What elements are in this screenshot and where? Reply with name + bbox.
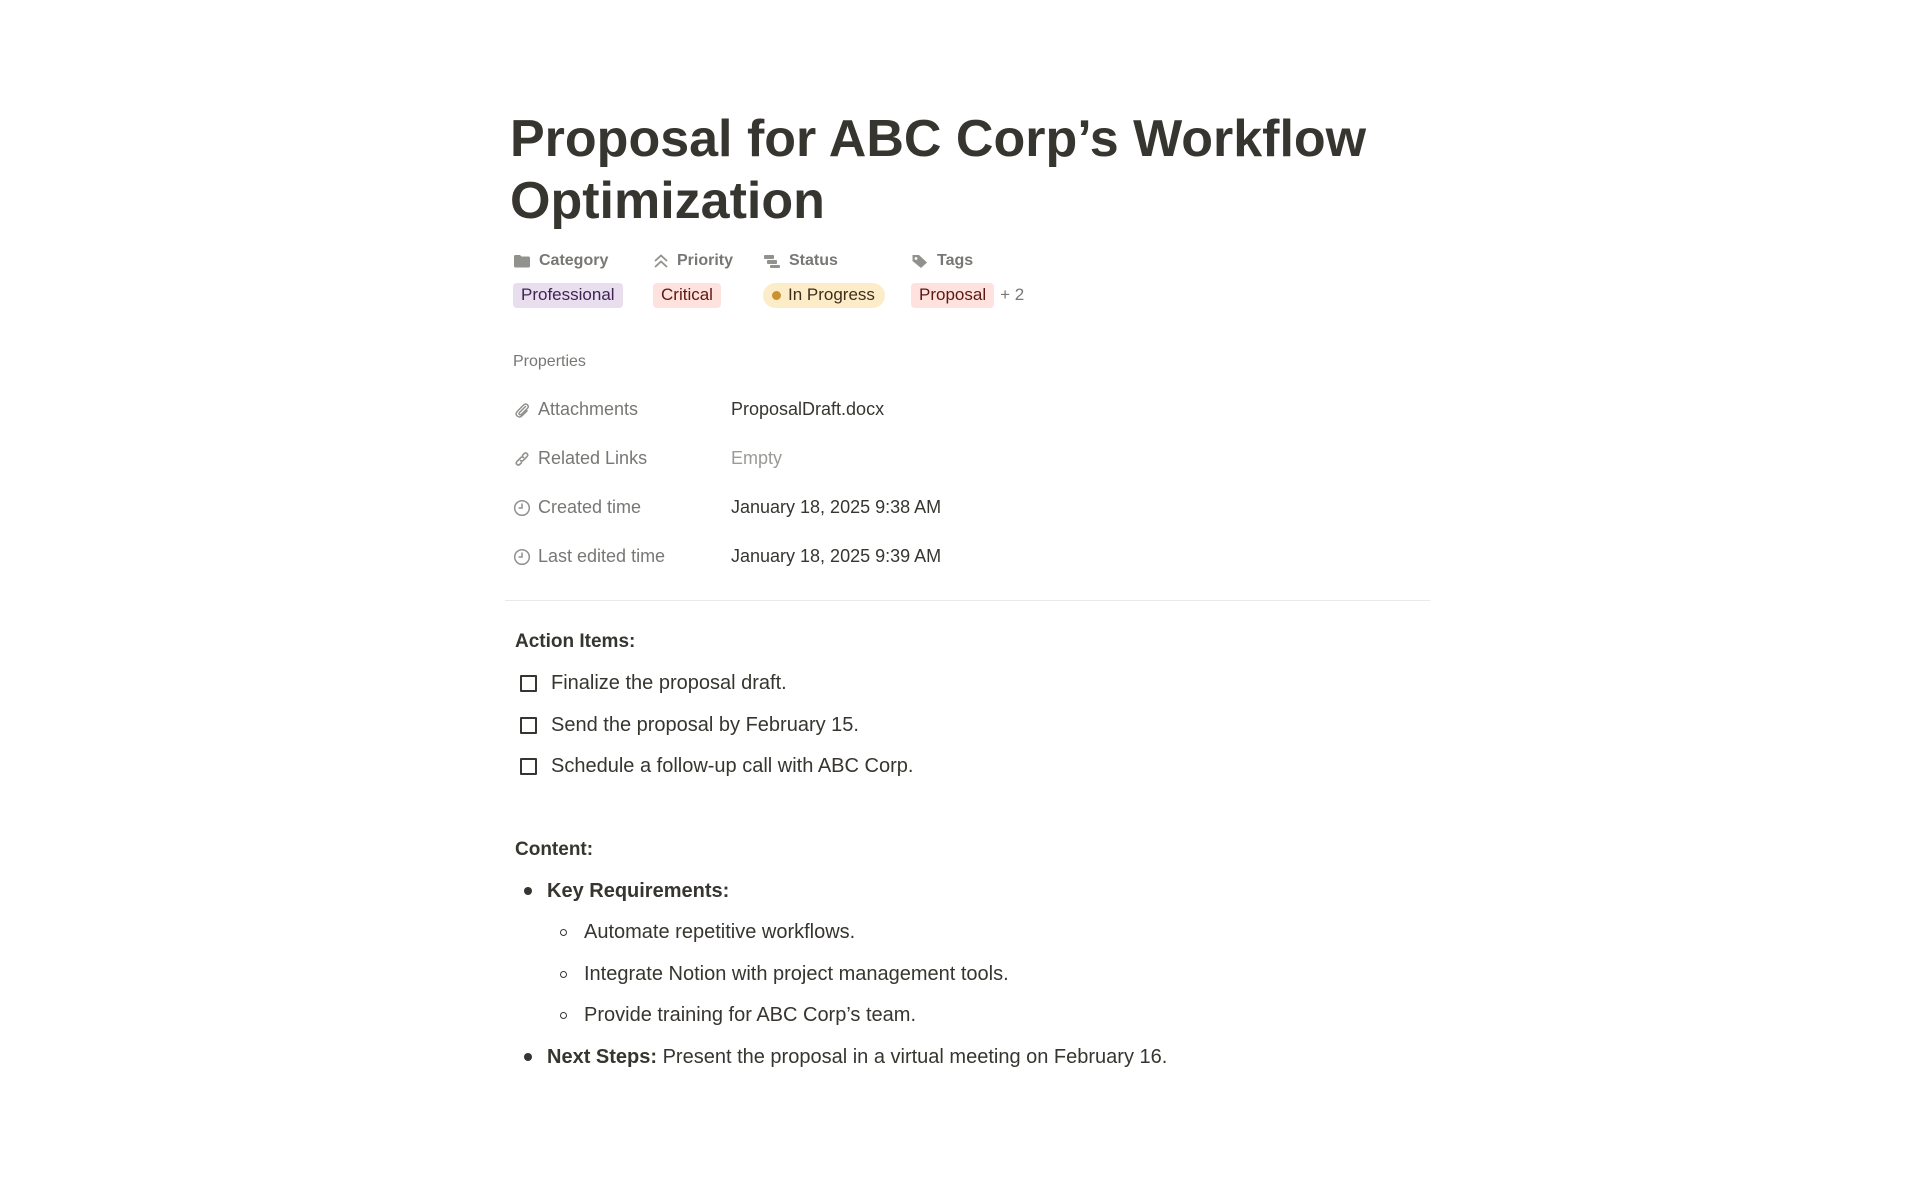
property-row-attachments[interactable]: [513, 385, 1435, 434]
tag-icon: [911, 253, 929, 269]
key-requirements-label: Key Requirements:: [547, 879, 730, 902]
properties-divider: [505, 600, 1430, 601]
category-label: Category: [513, 250, 633, 272]
todo-text[interactable]: Finalize the proposal draft.: [551, 672, 787, 695]
status-badge[interactable]: In Progress: [763, 283, 885, 308]
todo-checkbox[interactable]: [520, 758, 537, 775]
content-heading[interactable]: Content:: [515, 838, 594, 860]
action-items-heading[interactable]: Action Items:: [515, 631, 636, 652]
property-name: Related Links: [538, 448, 648, 468]
priority-label: Priority: [653, 250, 743, 272]
property-name: Last edited time: [538, 546, 666, 566]
last-edited-time-value: January 18, 2025 9:39 AM: [731, 546, 942, 566]
status-property[interactable]: [763, 250, 891, 308]
list-item[interactable]: [560, 995, 1435, 1037]
priority-tag[interactable]: Critical: [653, 283, 721, 308]
page-title[interactable]: Proposal for ABC Corp’s Workflow Optimization: [510, 110, 1367, 230]
link-icon: [513, 450, 531, 468]
tags-property[interactable]: [911, 250, 1024, 308]
page-body: [510, 108, 1435, 1078]
property-name: Attachments: [538, 399, 639, 419]
sub-bullet-icon: [560, 971, 567, 978]
next-steps-text: Present the proposal in a virtual meeting on February 16.: [657, 1045, 1168, 1068]
sub-bullet-icon: [560, 929, 567, 936]
property-row-created-time[interactable]: [513, 483, 1435, 532]
status-label: Status: [763, 250, 891, 272]
properties-heading[interactable]: Properties: [513, 353, 586, 370]
category-property[interactable]: [513, 250, 633, 308]
todo-checkbox[interactable]: [520, 717, 537, 734]
status-dot: [772, 291, 781, 300]
clock-icon: [513, 499, 531, 517]
todo-item[interactable]: [520, 705, 1435, 747]
header-properties: [513, 250, 1435, 308]
content-block: [510, 829, 1435, 1079]
attachment-file-link[interactable]: ProposalDraft.docx: [731, 399, 885, 419]
action-items-block: [510, 621, 1435, 788]
list-item[interactable]: [560, 954, 1435, 996]
requirement-text: Provide training for ABC Corp’s team.: [584, 1004, 917, 1027]
next-steps-label: Next Steps:: [547, 1045, 658, 1068]
list-item[interactable]: [524, 1037, 1435, 1079]
double-chevron-up-icon: [653, 253, 669, 269]
related-links-value[interactable]: Empty: [731, 448, 783, 468]
category-tag[interactable]: Professional: [513, 283, 623, 308]
bullet-icon: [524, 1053, 532, 1061]
status-icon: [763, 253, 781, 269]
tags-label: Tags: [911, 250, 1024, 272]
bullet-icon: [524, 887, 532, 895]
list-item[interactable]: [524, 871, 1435, 913]
paperclip-icon: [513, 401, 531, 419]
property-row-last-edited-time[interactable]: [513, 532, 1435, 581]
todo-item[interactable]: [520, 663, 1435, 705]
created-time-value: January 18, 2025 9:38 AM: [731, 497, 942, 517]
todo-checkbox[interactable]: [520, 675, 537, 692]
todo-text[interactable]: Send the proposal by February 15.: [551, 713, 859, 736]
sub-bullet-icon: [560, 1012, 567, 1019]
folder-icon: [513, 253, 531, 269]
property-name: Created time: [538, 497, 642, 517]
todo-item[interactable]: [520, 746, 1435, 788]
property-row-related-links[interactable]: [513, 434, 1435, 483]
clock-icon: [513, 548, 531, 566]
requirement-text: Integrate Notion with project management tools.: [584, 962, 1009, 985]
tag-proposal[interactable]: Proposal: [911, 283, 994, 308]
requirement-text: Automate repetitive workflows.: [584, 921, 856, 944]
more-tags-count[interactable]: + 2: [1000, 285, 1025, 304]
priority-property[interactable]: [653, 250, 743, 308]
todo-text[interactable]: Schedule a follow-up call with ABC Corp.: [551, 755, 914, 778]
list-item[interactable]: [560, 912, 1435, 954]
properties-list: [510, 385, 1435, 581]
